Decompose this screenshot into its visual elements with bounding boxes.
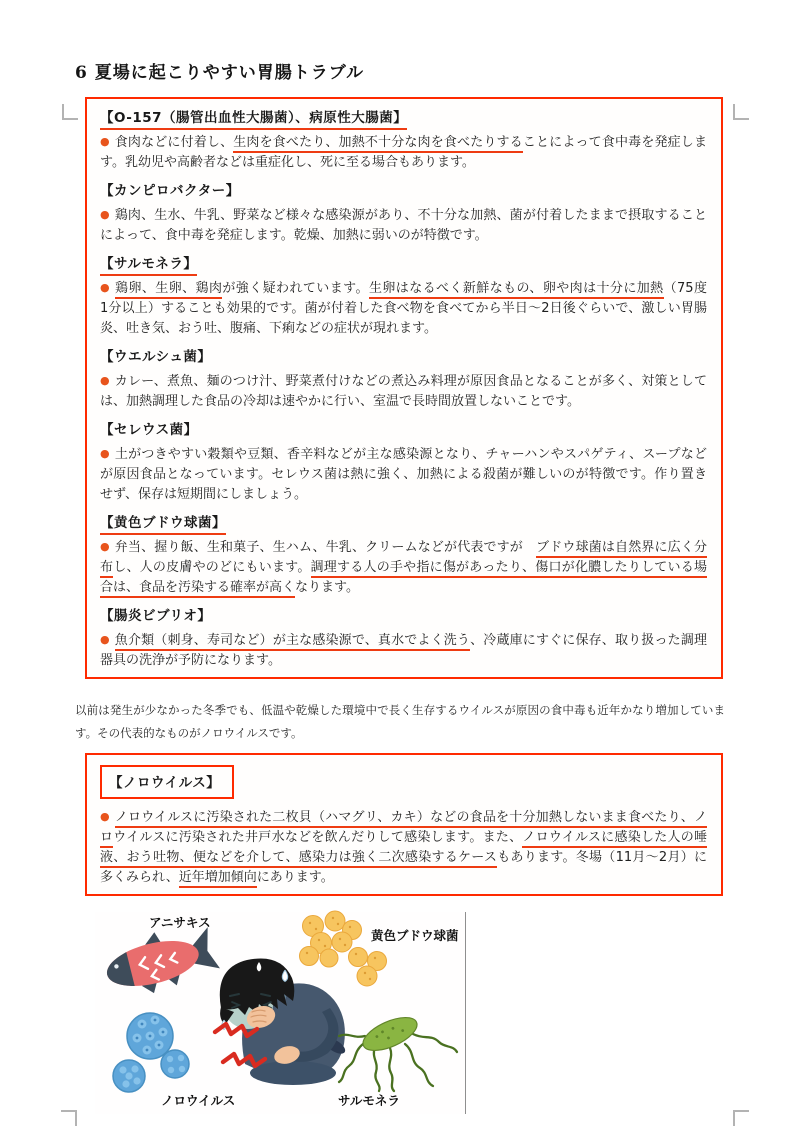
anisakis-fish-illustration (100, 919, 222, 1003)
section-text (100, 374, 707, 409)
underlined-text-segment: 生肉を食べたり、加熱不十分な肉を食べたりする (233, 135, 523, 153)
section-heading-text: 【サルモネラ】 (100, 256, 197, 276)
text-segment: 弁当、握り飯、生和菓子、生ハム、牛乳、クリームなどが代表ですが (114, 540, 537, 555)
page-title: 6 夏場に起こりやすい胃腸トラブル (75, 63, 365, 83)
section-body (100, 444, 707, 505)
section-cereus (100, 421, 707, 505)
text-segment: カレー、煮魚、麺のつけ汁、野菜煮付けなどの煮込み料理が原因食品となることが多く、対策としては、加熱調理した食品の冷却は速やかに行い、室温で長時間放置しないことです。 (100, 374, 707, 409)
section-welchii (100, 348, 707, 412)
section-body (100, 537, 707, 598)
bullet-icon: ● (100, 208, 110, 221)
text-segment: し、人の皮膚やのどにもいます。 (113, 560, 311, 575)
section-vibrio (100, 607, 707, 671)
bullet-icon: ● (100, 447, 110, 460)
bullet-icon: ● (100, 135, 110, 148)
text-segment: が強く疑われています。 (222, 281, 369, 296)
section-heading-text: 【腸炎ビブリオ】 (100, 608, 212, 624)
section-heading (100, 109, 707, 128)
bullet-icon: ● (100, 281, 111, 294)
underlined-text-segment: 鶏卵、生卵、鶏肉 (115, 281, 222, 299)
text-segment: 、冷蔵庫にすぐに保存、取り扱った調理器具の洗浄が予防になります。 (100, 633, 707, 668)
section-text (100, 135, 707, 170)
section-text (100, 633, 707, 668)
section-text (100, 208, 707, 243)
anisakis-label: アニサキス (149, 915, 211, 930)
salmonella-bacteria-illustration (339, 1011, 457, 1091)
salmonella-label: サルモネラ (338, 1093, 400, 1108)
sick-person-illustration (215, 958, 348, 1085)
document-page (0, 58, 793, 1147)
section-heading-text: 【セレウス菌】 (100, 422, 198, 438)
section-heading-text: 【ウエルシュ菌】 (100, 349, 212, 365)
crop-mark-top-left (62, 104, 78, 120)
section-text (100, 540, 707, 598)
section-heading-text: 【カンピロバクター】 (100, 183, 240, 199)
interlude-paragraph: 以前は発生が少なかった冬季でも、低温や乾燥した環境中で長く生存するウイルスが原因の食中毒も近年かなり増加しています。その代表的なものがノロウイルスです。 (75, 703, 725, 740)
section-heading-text: 【O-157（腸管出血性大腸菌）、病原性大腸菌】 (100, 110, 407, 130)
section-body (100, 371, 707, 412)
staphylococcus-cluster-illustration (300, 911, 387, 986)
section-body (100, 132, 707, 173)
crop-mark-top-right (733, 104, 749, 120)
bullet-icon: ● (100, 374, 110, 387)
section-campylobacter (100, 182, 707, 246)
text-segment: にあります。 (256, 870, 334, 885)
underlined-text-segment: ブドウ球菌は自然界に広く分布 (100, 540, 707, 578)
bullet-icon: ● (100, 633, 110, 646)
section-body (100, 205, 707, 246)
bacteria-info-box (85, 97, 723, 679)
staphylococcus-label: 黄色ブドウ球菌 (371, 928, 459, 943)
section-heading-text: 【黄色ブドウ球菌】 (100, 515, 226, 535)
text-segment: （75度 1分以上）することも効果的です。菌が付着した食べ物を食べてから半日～2日後ぐらいで、激しい胃腸炎、吐き気、おう吐、腹痛、下痢などの症状が現れます。 (100, 281, 721, 336)
food-poisoning-illustration (95, 912, 466, 1114)
underlined-text-segment: 調理する人の手や指に傷があったり、傷口が化膿したりしている場合は、食品を汚染する確率が高く (100, 560, 707, 598)
section-heading (100, 607, 707, 626)
bullet-icon: ● (100, 540, 110, 553)
section-body (100, 630, 707, 671)
section-heading (100, 348, 707, 367)
section-heading (100, 182, 707, 201)
section-heading (100, 255, 707, 274)
underlined-text-segment: 生卵はなるべく新鮮なもの、卵や肉は十分に加熱 (369, 281, 664, 299)
norovirus-heading-text: 【ノロウイルス】 (100, 765, 234, 799)
text-segment: 土がつきやすい穀類や豆類、香辛料などが主な感染源となり、チャーハンやスパゲティ、スープなどが原因食品となっています。セレウス菌は熱に強く、加熱による殺菌が難しいのが特徴です。作り置きせず、保存は短期間にしましょう。 (100, 447, 707, 502)
underlined-text-segment: 近年増加傾向 (179, 870, 257, 888)
section-heading (100, 421, 707, 440)
section-body (100, 278, 721, 339)
text-segment: 鶏肉、生水、牛乳、野菜など様々な感染源があり、不十分な加熱、菌が付着したままで摂取することによって、食中毒を発症します。乾燥、加熱に弱いのが特徴です。 (100, 208, 707, 243)
crop-mark-bottom-left (61, 1110, 77, 1126)
text-segment: もあります。冬場（11月～2月）に多くみられ、 (100, 850, 708, 885)
section-staphylococcus (100, 514, 707, 598)
text-segment: 食肉などに付着し、 (114, 135, 234, 150)
section-salmonella (100, 255, 721, 339)
norovirus-label: ノロウイルス (161, 1093, 236, 1108)
section-heading (100, 514, 707, 533)
norovirus-body (100, 807, 707, 888)
section-o157 (100, 109, 707, 173)
underlined-text-segment: 魚介類（刺身、寿司など）が主な感染源で、真水でよく洗う (115, 633, 470, 651)
section-text (100, 447, 707, 502)
text-segment: ウイルスに汚染された井戸水などを飲んだりして感染します。また、 (113, 830, 523, 845)
norovirus-particles-illustration (113, 1013, 189, 1092)
text-segment: なります。 (295, 580, 359, 595)
norovirus-heading (100, 765, 707, 799)
norovirus-info-box (85, 753, 723, 896)
underlined-text-segment: ノロウイルスに汚染された二枚貝（ハマグリ、カキ）などの食品を十分加熱しないまま食べたり、ノロ (100, 810, 707, 848)
text-segment: ことによって食中毒を発症します。乳幼児や高齢者などは重症化し、死に至る場合もあります。 (100, 135, 707, 170)
crop-mark-bottom-right (733, 1110, 749, 1126)
section-text (100, 281, 720, 336)
norovirus-text (100, 810, 707, 888)
underlined-text-segment: ノロウイルスに感染した人の唾液、おう吐物、便などを介して、感染力は強く二次感染するケース (100, 830, 707, 868)
bullet-icon: ● (100, 810, 110, 823)
